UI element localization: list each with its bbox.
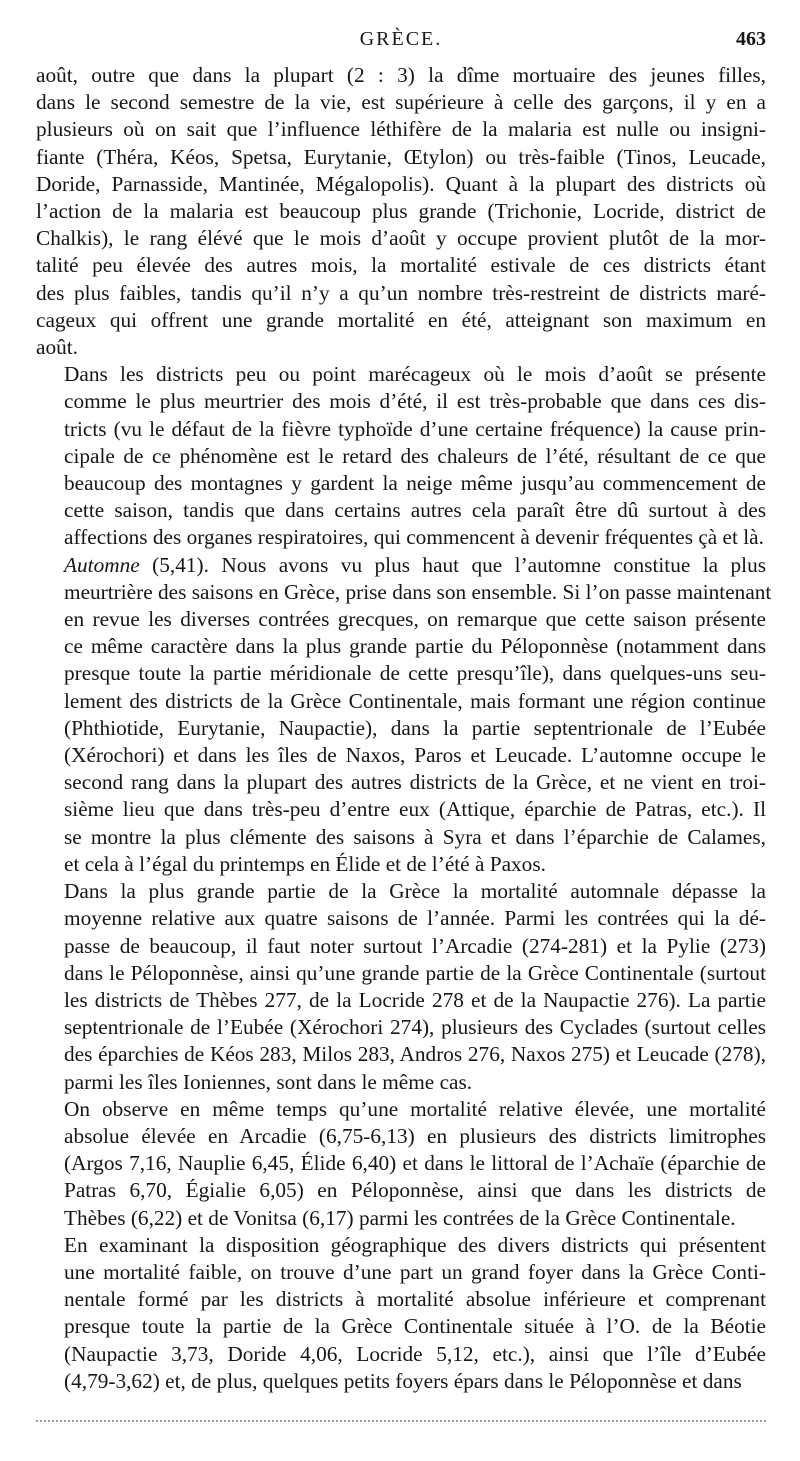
text-line [36, 497, 766, 524]
line-text: Dans la plus grande partie de la Grèce la mortalité automnale dépasse la [64, 879, 766, 904]
line-text: cipale de ce phénomène est le retard des chaleurs de l’été, résultant de ce que [64, 443, 766, 468]
line-text: août, outre que dans la plupart (2 : 3) la dîme mortuaire des jeunes filles, [36, 63, 766, 87]
paragraph [36, 361, 766, 551]
text-line [36, 905, 766, 932]
line-text: dans le Péloponnèse, ainsi qu’une grande partie de la Grèce Continentale (surtout [64, 960, 766, 985]
line-text: des éparchies de Kéos 283, Milos 283, Andros 276, Naxos 275) et Leucade (278), [64, 1042, 766, 1067]
text-line [36, 1232, 766, 1259]
text-line [36, 1341, 766, 1368]
line-text: Dans les districts peu ou point marécageux où le mois d’août se présente [64, 362, 766, 387]
line-text: En examinant la disposition géographique des divers districts qui présentent [64, 1232, 766, 1257]
text-line [36, 715, 766, 742]
text-line [36, 579, 772, 606]
paragraph [36, 62, 766, 361]
line-text: Patras 6,70, Égialie 6,05) en Péloponnèse, ainsi que dans les districts de [64, 1178, 766, 1203]
text-line [36, 524, 766, 551]
text-line [36, 1205, 766, 1232]
line-text: en revue les diverses contrées grecques, on remarque que cette saison présente [64, 607, 766, 632]
text-line [36, 280, 766, 307]
text-line [36, 960, 766, 987]
text-line [36, 742, 766, 769]
text-line [36, 1014, 766, 1041]
paragraph [36, 1232, 766, 1395]
line-text: et cela à l’égal du printemps en Élide et de l’été à Paxos. [64, 851, 546, 876]
line-text: sième lieu que dans très-peu d’entre eux (Attique, éparchie de Patras, etc.). Il [64, 797, 766, 822]
line-text: moyenne relative aux quatre saisons de l’année. Parmi les contrées qui la dé- [64, 906, 766, 931]
line-text: presque toute la partie méridionale de cette presqu’île), dans quelques-uns seu- [64, 661, 766, 686]
body-text [36, 62, 772, 1395]
text-line [36, 470, 766, 497]
line-text: (Phthiotide, Eurytanie, Naupactie), dans la partie septentrionale de l’Eubée [64, 715, 766, 740]
line-text: Doride, Parnasside, Mantinée, Mégalopolis). Quant à la plupart des districts où [36, 171, 766, 196]
text-line [36, 443, 766, 470]
line-text: Chalkis), le rang élévé que le mois d’août y occupe provient plutôt de la mor- [36, 226, 766, 251]
text-line [36, 1150, 766, 1177]
text-line [36, 796, 766, 823]
text-line [36, 1313, 766, 1340]
line-text: dans le second semestre de la vie, est supérieure à celle des garçons, il y en a [36, 90, 766, 115]
line-text: lement des districts de la Grèce Continentale, mais formant une région continue [64, 688, 766, 713]
line-text: (5,41). Nous avons vu plus haut que l’automne constitue la plus [139, 552, 766, 577]
line-text: (4,79-3,62) et, de plus, quelques petits foyers épars dans le Péloponnèse et dans [64, 1368, 742, 1393]
line-text: second rang dans la plupart des autres districts de la Grèce, et ne vient en troi- [64, 770, 766, 795]
page-number: 463 [736, 28, 766, 50]
paragraph [36, 552, 772, 878]
text-line [36, 987, 766, 1014]
text-line [36, 62, 766, 89]
footer-rule [36, 1420, 766, 1422]
text-line [36, 633, 766, 660]
text-line [36, 1041, 766, 1068]
text-line [36, 388, 766, 415]
running-head: GRÈCE. [359, 28, 443, 50]
text-line [36, 1123, 766, 1150]
paragraph [36, 878, 766, 1096]
line-text: des plus faibles, tandis qu’il n’y a qu’un nombre très-restreint de districts maré- [36, 280, 766, 305]
line-text: nentale formé par les districts à mortalité absolue inférieure et comprenant [64, 1287, 766, 1312]
line-text: presque toute la partie de la Grèce Continentale située à l’O. de la Béotie [64, 1314, 766, 1339]
text-line [36, 89, 766, 116]
text-line [36, 660, 766, 687]
line-text: Thèbes (6,22) et de Vonitsa (6,17) parmi les contrées de la Grèce Continentale. [64, 1205, 736, 1230]
text-line [36, 769, 766, 796]
text-line [36, 252, 766, 279]
line-text: parmi les îles Ioniennes, sont dans le même cas. [64, 1069, 473, 1094]
text-line [36, 1096, 766, 1123]
text-line [36, 606, 766, 633]
line-text: plusieurs où on sait que l’influence léthifère de la malaria est nulle ou insigni- [36, 117, 766, 142]
line-text: comme le plus meurtrier des mois d’été, il est très-probable que dans ces dis- [64, 389, 766, 414]
text-line [36, 1286, 766, 1313]
text-line [36, 144, 766, 171]
line-text: meurtrière des saisons en Grèce, prise dans son ensemble. Si l’on passe maintenant [64, 579, 772, 604]
line-text: beaucoup des montagnes y gardent la neige même jusqu’au commencement de [64, 471, 766, 496]
line-text: l’action de la malaria est beaucoup plus grande (Trichonie, Locride, district de [36, 199, 766, 224]
text-line [36, 307, 766, 334]
line-text: cageux qui offrent une grande mortalité en été, atteignant son maximum en [36, 307, 766, 332]
text-line [36, 1177, 766, 1204]
line-text: (Naupactie 3,73, Doride 4,06, Locride 5,12, etc.), ainsi que l’île d’Eubée [64, 1341, 766, 1366]
text-line [36, 361, 766, 388]
text-line [36, 225, 766, 252]
line-text: affections des organes respiratoires, qui commencent à devenir fréquentes çà et là. [64, 525, 764, 550]
text-line [36, 933, 766, 960]
text-line [36, 851, 766, 878]
line-text: (Argos 7,16, Nauplie 6,45, Élide 6,40) et dans le littoral de l’Achaïe (éparchie de [64, 1151, 766, 1176]
paragraph [36, 1096, 766, 1232]
line-text: passe de beaucoup, il faut noter surtout l’Arcadie (274-281) et la Pylie (273) [64, 933, 766, 958]
line-text: tricts (vu le défaut de la fièvre typhoïde d’une certaine fréquence) la cause prin- [64, 416, 766, 441]
line-text: fiante (Théra, Kéos, Spetsa, Eurytanie, Œtylon) ou très-faible (Tinos, Leucade, [36, 144, 766, 169]
text-line [36, 1259, 766, 1286]
text-line [36, 1069, 766, 1096]
section-lead-word: Automne [64, 552, 140, 577]
line-text: une mortalité faible, on trouve d’une part un grand foyer dans la Grèce Conti- [64, 1259, 766, 1284]
text-line [36, 334, 766, 361]
line-text: se montre la plus clémente des saisons à Syra et dans l’éparchie de Calames, [64, 824, 766, 849]
line-text: les districts de Thèbes 277, de la Locride 278 et de la Naupactie 276). La partie [64, 987, 766, 1012]
text-line [36, 416, 766, 443]
text-line [36, 1368, 766, 1395]
text-line [36, 171, 766, 198]
text-line [36, 688, 766, 715]
line-text: talité peu élevée des autres mois, la mortalité estivale de ces districts étant [36, 253, 766, 278]
text-line [36, 198, 766, 225]
line-text: ce même caractère dans la plus grande partie du Péloponnèse (notamment dans [64, 634, 766, 659]
line-text: On observe en même temps qu’une mortalité relative élevée, une mortalité [64, 1096, 766, 1121]
text-line [36, 116, 766, 143]
text-line [36, 552, 766, 579]
line-text: cette saison, tandis que dans certains autres cela paraît être dû surtout à des [64, 498, 766, 523]
line-text: absolue élevée en Arcadie (6,75-6,13) en plusieurs des districts limitrophes [64, 1123, 766, 1148]
line-text: septentrionale de l’Eubée (Xérochori 274), plusieurs des Cyclades (surtout celles [64, 1015, 766, 1040]
page-header [36, 28, 766, 58]
line-text: (Xérochori) et dans les îles de Naxos, Paros et Leucade. L’automne occupe le [64, 743, 766, 768]
line-text: août. [36, 335, 78, 360]
text-line [36, 824, 766, 851]
text-line [36, 878, 766, 905]
